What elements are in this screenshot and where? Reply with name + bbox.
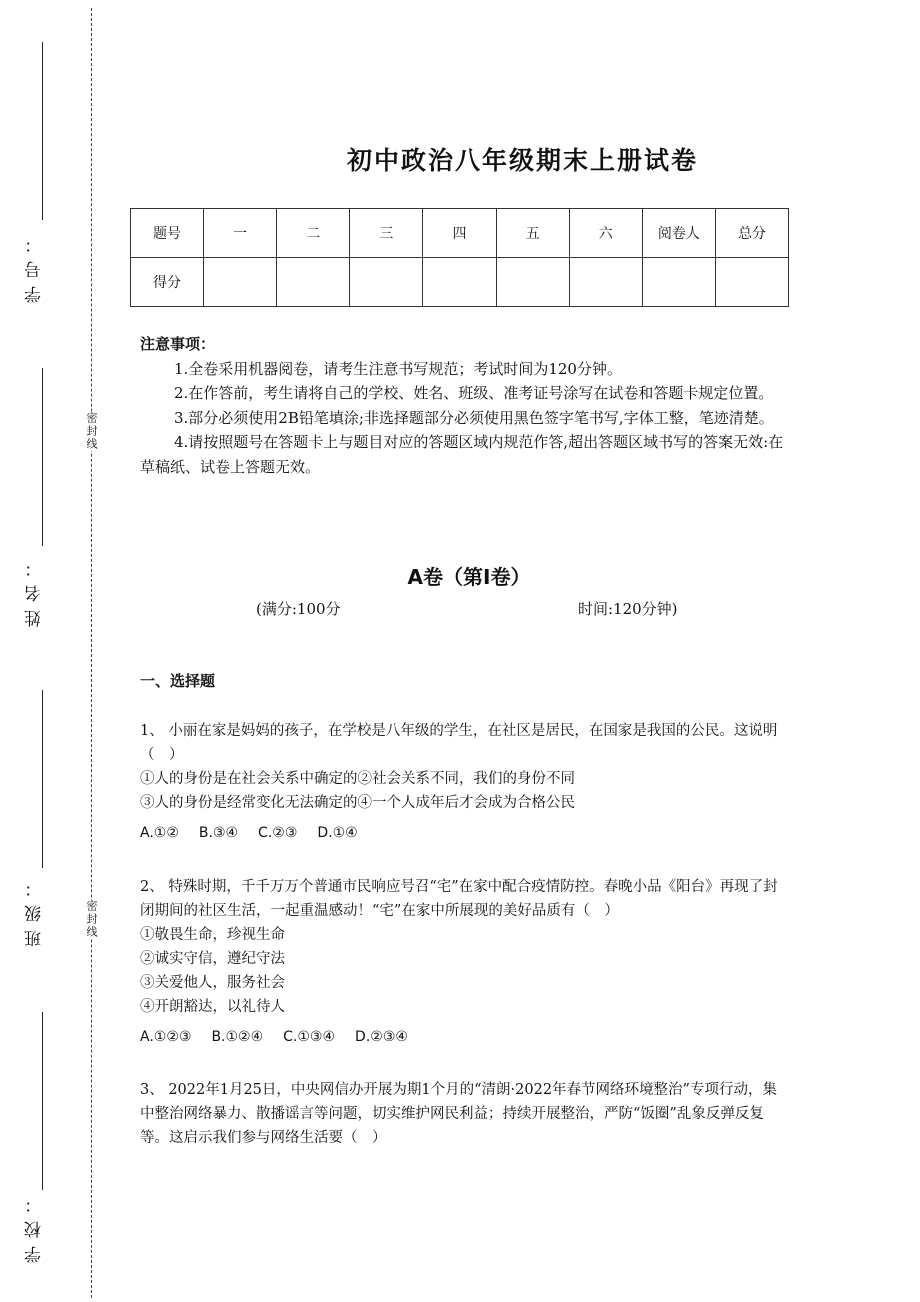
class-field[interactable] <box>42 690 43 868</box>
notice-item: 4.请按照题号在答题卡上与题目对应的答题区域内规范作答,超出答题区域书写的答案无效:在草稿纸、试卷上答题无效。 <box>140 433 784 476</box>
score-cell[interactable] <box>204 258 277 307</box>
score-header-cell: 五 <box>496 209 569 258</box>
question-option: ③关爱他人，服务社会 <box>140 975 285 991</box>
answer-choices <box>140 821 790 845</box>
notice-item: 3.部分必须使用2B铅笔填涂;非选择题部分必须使用黑色签字笔书写,字体工整，笔迹清楚。 <box>174 408 774 427</box>
exam-title: 初中政治八年级期末上册试卷 <box>346 146 698 175</box>
score-cell[interactable] <box>569 258 642 307</box>
class-label: 班级： <box>25 872 45 947</box>
score-header-cell: 一 <box>204 209 277 258</box>
school-field[interactable] <box>42 1012 43 1190</box>
notice-block <box>140 332 790 479</box>
section-heading: 一、选择题 <box>140 672 216 690</box>
score-cell[interactable] <box>496 258 569 307</box>
score-header-cell: 四 <box>423 209 496 258</box>
question-option: ④开朗豁达，以礼待人 <box>140 999 285 1015</box>
score-table-score-row <box>131 258 789 307</box>
seal-mark-bottom: 密封线 <box>82 900 100 939</box>
score-cell[interactable] <box>642 258 715 307</box>
question-stem: 1、 小丽在家是妈妈的孩子，在学校是八年级的学生，在社区是居民，在国家是我国的公民。这说明（ ） <box>140 723 778 763</box>
question-3 <box>140 1078 790 1150</box>
score-cell[interactable] <box>715 258 788 307</box>
score-cell[interactable] <box>277 258 350 307</box>
score-header-cell: 阅卷人 <box>642 209 715 258</box>
student-id-label: 学号： <box>25 228 45 303</box>
answer-choice[interactable]: B.③④ <box>198 825 239 841</box>
name-label: 姓名： <box>25 552 45 627</box>
score-cell[interactable] <box>423 258 496 307</box>
part-title: A卷（第I卷） <box>407 565 531 589</box>
score-header-cell: 二 <box>277 209 350 258</box>
answer-choice[interactable]: A.①② <box>140 825 179 841</box>
question-stem: 3、 2022年1月25日，中央网信办开展为期1个月的“清朗·2022年春节网络环境整治”专项行动，集中整治网络暴力、散播谣言等问题，切实维护网民利益；持续开展整治，严防“饭圈”乱象反弹反复等。这启示我们参与网络生活要（ ） <box>140 1082 777 1146</box>
exam-time: 时间:120分钟) <box>578 600 678 618</box>
full-score: (满分:100分 <box>256 600 341 618</box>
score-header-cell: 总分 <box>715 209 788 258</box>
seal-dashed-line <box>91 8 92 1298</box>
question-option: ②诚实守信，遵纪守法 <box>140 951 285 967</box>
answer-choice[interactable]: C.①③④ <box>283 1029 336 1045</box>
notice-heading: 注意事项： <box>140 335 216 353</box>
school-label: 学校： <box>25 1188 45 1263</box>
notice-item: 1.全卷采用机器阅卷，请考生注意书写规范；考试时间为120分钟。 <box>174 359 622 378</box>
score-table-header-row <box>131 209 789 258</box>
question-option: ①敬畏生命，珍视生命 <box>140 927 285 943</box>
answer-choice[interactable]: B.①②④ <box>211 1029 264 1045</box>
answer-choice[interactable]: D.①④ <box>317 825 358 841</box>
score-header-cell: 三 <box>350 209 423 258</box>
score-header-cell: 六 <box>569 209 642 258</box>
question-1 <box>140 719 790 845</box>
answer-choice[interactable]: A.①②③ <box>140 1029 192 1045</box>
seal-mark-top: 密封线 <box>82 412 100 451</box>
notice-item: 2.在作答前，考生请将自己的学校、姓名、班级、准考证号涂写在试卷和答题卡规定位置。 <box>174 384 774 402</box>
score-header-cell: 题号 <box>131 209 204 258</box>
name-field[interactable] <box>42 368 43 546</box>
question-option: ③人的身份是经常变化无法确定的④一个人成年后才会成为合格公民 <box>140 795 575 811</box>
question-option: ①人的身份是在社会关系中确定的②社会关系不同，我们的身份不同 <box>140 771 575 787</box>
score-row-label: 得分 <box>131 258 204 307</box>
answer-choices <box>140 1025 790 1049</box>
question-stem: 2、 特殊时期，千千万万个普通市民响应号召“宅”在家中配合疫情防控。春晚小品《阳台》再现了封闭期间的社区生活，一起重温感动！“宅”在家中所展现的美好品质有（ ） <box>140 879 778 919</box>
score-cell[interactable] <box>350 258 423 307</box>
answer-choice[interactable]: D.②③④ <box>355 1029 408 1045</box>
question-2 <box>140 875 790 1049</box>
student-id-field[interactable] <box>42 42 43 220</box>
score-table <box>130 208 789 307</box>
answer-choice[interactable]: C.②③ <box>258 825 298 841</box>
